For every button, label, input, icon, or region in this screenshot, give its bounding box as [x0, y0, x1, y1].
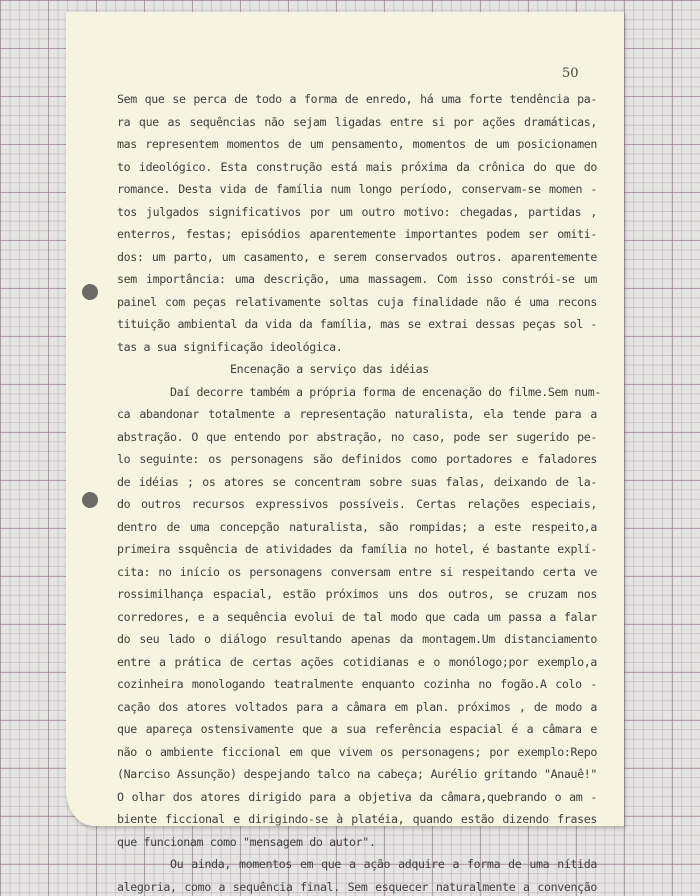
text-line: dos: um parto, um casamento, e serem conservados outros. aparentemente [117, 249, 597, 264]
text-line: painel com peças relativamente soltas cuja finalidade não é uma recons [117, 294, 597, 309]
text-line: enterros, festas; episódios aparentemente importantes podem ser omiti- [117, 227, 597, 241]
text-line: tos julgados significativos por um outro motivo: chegadas, partidas , [117, 204, 597, 219]
text-line: sem importância: uma descrição, uma massagem. Com isso constrói-se um [117, 272, 597, 286]
text-line: Sem que se perca de todo a forma de enredo, há uma forte tendência pa- [117, 92, 597, 106]
section-heading: Encenação a serviço das idéias [230, 362, 429, 376]
text-line: mas representem momentos de um pensamento, momentos de um posicionamen [117, 137, 597, 151]
text-line: do seu lado o diálogo resultando apenas da montagem.Um distanciamento [117, 632, 597, 646]
text-line: Ou ainda, momentos em que a ação adquire a forma de uma nítida [170, 857, 597, 871]
text-line: alegoria, como a sequência final. Sem esquecer naturalmente a convenção [117, 879, 597, 894]
text-line: to ideológico. Esta construção está mais próxima da crônica do que do [117, 159, 597, 174]
text-line: abstração. O que entendo por abstração, no caso, pode ser sugerido pe- [117, 429, 597, 444]
text-line: cação dos atores voltados para a câmara em plan. próximos , de modo a [117, 699, 597, 714]
text-line: (Narciso Assunção) despejando talco na cabeça; Aurélio gritando "Anauê!" [117, 767, 597, 781]
text-line: de idéias ; os atores se concentram sobre suas falas, deixando de la- [117, 474, 597, 489]
text-line: ca abandonar totalmente a representação naturalista, ela tende para a [117, 407, 597, 421]
text-line: corredores, e a sequência evolui de tal modo que cada um passa a falar [117, 609, 597, 624]
text-line: tas a sua significação ideológica. [117, 339, 343, 354]
punch-hole [82, 492, 98, 508]
text-line: O olhar dos atores dirigido para a objetiva da câmara,quebrando o am - [117, 789, 597, 804]
text-line: cita: no início os personagens conversam entre si respeitando certa ve [117, 564, 597, 579]
text-line: entre a prática de certas ações cotidianas e o monólogo;por exemplo,a [117, 654, 597, 669]
text-line: que funcionam como "mensagem do autor". [117, 834, 376, 849]
text-line: que apareça ostensivamente que a sua referência espacial é a câmara e [117, 722, 597, 736]
text-line: do outros recursos expressivos possíveis. Certas relações especiais, [117, 497, 597, 511]
page-number: 50 [562, 66, 579, 81]
text-line: Daí decorre também a própria forma de encenação do filme.Sem num- [170, 384, 601, 399]
text-line: romance. Desta vida de família num longo período, conservam-se momen - [117, 182, 597, 196]
text-line: não o ambiente ficcional em que vivem os personagens; por exemplo:Repo [117, 744, 597, 759]
text-line: ra que as sequências não sejam ligadas entre si por ações dramáticas, [117, 114, 597, 129]
text-line: primeira ssquência de atividades da família no hotel, é bastante explí- [117, 542, 597, 556]
text-line: tituição ambiental da vida da família, mas se extrai dessas peças sol - [117, 317, 597, 331]
text-line: lo seguinte: os personagens são definidos como portadores e faladores [117, 452, 597, 466]
text-line: biente ficcional e dirigindo-se à platéia, quando estão dizendo frases [117, 812, 597, 826]
text-line: cozinheira monologando teatralmente enquanto cozinha no fogão.A colo - [117, 677, 597, 691]
text-line: rossimilhança espacial, estão próximos uns dos outros, se cruzam nos [117, 587, 597, 601]
text-line: dentro de uma concepção naturalista, são rompidas; a este respeito,a [117, 519, 597, 534]
punch-hole [82, 284, 98, 300]
